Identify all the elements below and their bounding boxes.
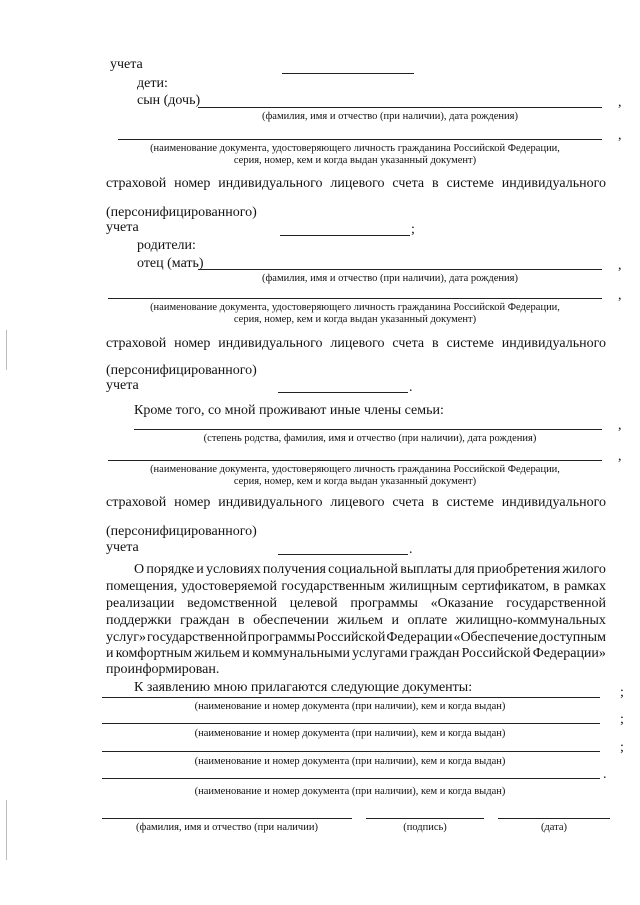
parents-heading: родители: <box>137 238 196 253</box>
word: в <box>432 336 439 351</box>
word: номер <box>174 336 211 351</box>
document-caption-line1: (наименование документа, удостоверяющего личность гражданина Российской Федерации, <box>150 464 560 475</box>
word: государственным <box>281 579 385 594</box>
semicolon-mark: ; <box>411 222 415 237</box>
word: оплате <box>407 613 448 628</box>
attachments-intro: К заявлению мною прилагаются следующие документы: <box>134 680 473 695</box>
snils-field-line[interactable] <box>282 73 414 74</box>
comma-mark: , <box>618 449 622 464</box>
word: государственной <box>146 630 247 645</box>
comma-mark: , <box>618 418 622 433</box>
word: целевой <box>289 596 338 611</box>
word: программы <box>350 596 418 611</box>
other-member-field-line[interactable] <box>134 429 602 430</box>
word: рамках <box>564 579 606 594</box>
word: жилого <box>562 562 606 577</box>
attachment-field-line[interactable] <box>102 723 600 724</box>
child-document-field-line[interactable] <box>118 139 602 140</box>
word: Российской <box>461 646 531 661</box>
attachment-caption: (наименование и номер документа (при наличии), кем и когда выдан) <box>194 786 506 797</box>
snils-justified-line <box>106 176 606 192</box>
personified-label: (персонифицированного) <box>106 524 257 539</box>
word: индивидуального <box>501 176 606 191</box>
word: счета <box>392 336 425 351</box>
word: системе <box>446 176 494 191</box>
word: социальной <box>328 562 398 577</box>
word: и <box>242 646 250 661</box>
informed-last-line: проинформирован. <box>106 662 220 677</box>
word: жилищно-коммунальных <box>455 613 606 628</box>
word: реализации <box>106 596 175 611</box>
informed-paragraph-line <box>106 630 606 646</box>
fio-signature-line[interactable] <box>102 818 352 819</box>
attachment-field-line[interactable] <box>102 751 600 752</box>
word: жильем <box>194 646 240 661</box>
word: страховой <box>106 495 167 510</box>
children-heading: дети: <box>137 76 168 91</box>
word: лицевого <box>330 176 385 191</box>
scan-mark <box>6 330 7 370</box>
attachment-caption: (наименование и номер документа (при наличии), кем и когда выдан) <box>194 728 506 739</box>
attachment-caption: (наименование и номер документа (при наличии), кем и когда выдан) <box>194 756 506 767</box>
informed-paragraph-line <box>106 579 606 595</box>
informed-paragraph-line <box>106 596 606 612</box>
word: для <box>454 562 475 577</box>
child-fio-field-line[interactable] <box>198 107 602 108</box>
word: системе <box>446 495 494 510</box>
comma-mark: , <box>618 128 622 143</box>
period-mark: . <box>603 767 607 782</box>
semicolon-mark: ; <box>620 712 624 727</box>
other-members-intro: Кроме того, со мной проживают иные члены семьи: <box>134 403 444 418</box>
word: индивидуального <box>218 495 323 510</box>
word: Федерации <box>386 630 453 645</box>
document-caption-line2: серия, номер, кем и когда выдан указанный документ) <box>233 314 477 325</box>
snils-justified-line <box>106 336 606 352</box>
word: «Обеспечение <box>453 630 539 645</box>
son-daughter-label: сын (дочь) <box>137 93 201 108</box>
attachment-field-line[interactable] <box>102 697 600 698</box>
informed-paragraph-line <box>134 562 606 578</box>
semicolon-mark: ; <box>620 740 624 755</box>
fio-caption: (фамилия, имя и отчество (при наличии), дата рождения) <box>262 111 518 122</box>
word: индивидуального <box>501 336 606 351</box>
signature-fio-caption: (фамилия, имя и отчество (при наличии) <box>136 822 318 833</box>
word: условиях <box>205 562 261 577</box>
word: граждан <box>409 646 460 661</box>
word: индивидуального <box>501 495 606 510</box>
word: в <box>237 613 245 628</box>
child-snils-field-line[interactable] <box>280 235 410 236</box>
semicolon-mark: ; <box>620 685 624 700</box>
parent-document-field-line[interactable] <box>108 298 602 299</box>
word: доступным <box>539 630 606 645</box>
ucheta-label: учета <box>106 540 139 555</box>
document-caption-line2: серия, номер, кем и когда выдан указанный документ) <box>233 155 477 166</box>
word: счета <box>392 495 425 510</box>
other-snils-field-line[interactable] <box>278 554 408 555</box>
date-line[interactable] <box>498 818 610 819</box>
word: Российской <box>316 630 386 645</box>
word: номер <box>174 495 211 510</box>
ucheta-label: учета <box>110 57 143 72</box>
comma-mark: , <box>618 288 622 303</box>
word: коммунальными <box>251 646 350 661</box>
word: порядке <box>146 562 195 577</box>
word: программы <box>247 630 316 645</box>
ucheta-label: учета <box>106 220 139 235</box>
signature-line[interactable] <box>366 818 484 819</box>
word: счета <box>392 176 425 191</box>
document-caption-line1: (наименование документа, удостоверяющего личность гражданина Российской Федерации, <box>150 143 560 154</box>
word: жильем <box>337 613 384 628</box>
word: обеспечении <box>253 613 329 628</box>
word: жилищным <box>389 579 458 594</box>
word: сертификатом, <box>461 579 549 594</box>
word: получения <box>262 562 326 577</box>
comma-mark: , <box>618 95 622 110</box>
word: и <box>106 646 114 661</box>
word: комфортным <box>115 646 193 661</box>
word: и <box>391 613 400 628</box>
personified-label: (персонифицированного) <box>106 205 257 220</box>
word: в <box>432 495 439 510</box>
period-mark: . <box>409 542 413 557</box>
period-mark: . <box>409 380 413 395</box>
word: страховой <box>106 336 167 351</box>
word: номер <box>174 176 211 191</box>
word: граждан <box>180 613 230 628</box>
word: удостоверяемой <box>181 579 278 594</box>
date-caption: (дата) <box>540 822 568 833</box>
word: услугами <box>352 646 408 661</box>
other-document-field-line[interactable] <box>108 460 602 461</box>
attachment-caption: (наименование и номер документа (при наличии), кем и когда выдан) <box>194 701 506 712</box>
word: индивидуального <box>218 176 323 191</box>
comma-mark: , <box>618 258 622 273</box>
word: и <box>196 562 204 577</box>
informed-paragraph-line <box>106 613 606 629</box>
word: индивидуального <box>218 336 323 351</box>
informed-paragraph-line <box>106 646 606 662</box>
word: помещения, <box>106 579 178 594</box>
word: системе <box>446 336 494 351</box>
attachment-field-line[interactable] <box>102 778 600 779</box>
word: страховой <box>106 176 167 191</box>
scan-mark <box>6 800 7 860</box>
parent-snils-field-line[interactable] <box>278 392 408 393</box>
ucheta-label: учета <box>106 378 139 393</box>
word: Федерации» <box>532 646 606 661</box>
word: лицевого <box>330 495 385 510</box>
fio-caption: (фамилия, имя и отчество (при наличии), дата рождения) <box>262 273 518 284</box>
parent-fio-field-line[interactable] <box>198 269 602 270</box>
word: приобретения <box>477 562 561 577</box>
word: лицевого <box>330 336 385 351</box>
word: О <box>134 562 145 577</box>
document-caption-line1: (наименование документа, удостоверяющего личность гражданина Российской Федерации, <box>150 302 560 313</box>
word: выплаты <box>400 562 453 577</box>
relation-caption: (степень родства, фамилия, имя и отчество (при наличии), дата рождения) <box>203 433 537 444</box>
snils-justified-line <box>106 495 606 511</box>
document-caption-line2: серия, номер, кем и когда выдан указанный документ) <box>233 476 477 487</box>
word: в <box>553 579 560 594</box>
personified-label: (персонифицированного) <box>106 363 257 378</box>
word: государственной <box>506 596 606 611</box>
word: в <box>432 176 439 191</box>
word: услуг» <box>106 630 146 645</box>
father-mother-label: отец (мать) <box>137 256 204 271</box>
word: ведомственной <box>187 596 277 611</box>
word: «Оказание <box>430 596 494 611</box>
signature-caption: (подпись) <box>403 822 447 833</box>
word: поддержки <box>106 613 172 628</box>
